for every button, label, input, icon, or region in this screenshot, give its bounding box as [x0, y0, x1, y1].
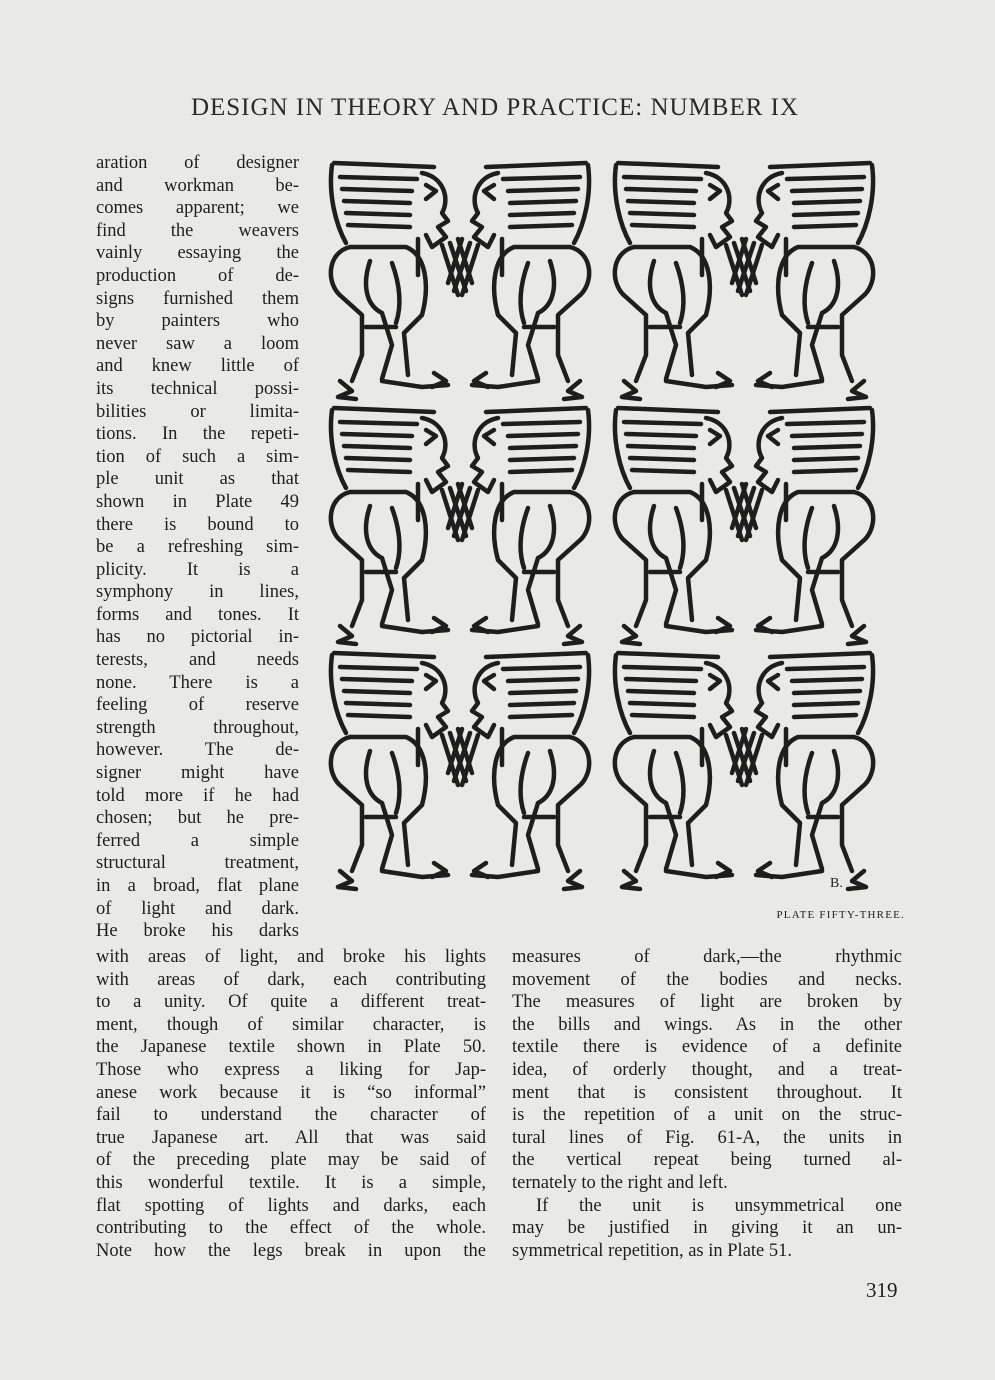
text-line: production of de- [96, 265, 299, 286]
text-line: fail to understand the character of [96, 1105, 486, 1126]
text-line: movement of the bodies and necks. [512, 969, 902, 990]
text-line: forms and tones. It [96, 604, 299, 625]
text-line: vainly essaying the [96, 243, 299, 264]
text-line: aration of designer [96, 153, 299, 173]
text-line: shown in Plate 49 [96, 491, 299, 512]
text-line: idea, of orderly thought, and a treat- [512, 1059, 902, 1080]
plate-fifty-three-illustration [318, 155, 888, 907]
text-line: Note how the legs break in upon the [96, 1240, 486, 1261]
text-line: the Japanese textile shown in Plate 50. [96, 1037, 486, 1058]
text-line: comes apparent; we [96, 198, 299, 219]
text-line: however. The de- [96, 740, 299, 761]
page-number: 319 [866, 1278, 898, 1302]
text-line: may be justified in giving it an un- [512, 1218, 902, 1239]
text-line: with areas of dark, each contributing [96, 969, 486, 990]
text-line: chosen; but he pre- [96, 808, 299, 829]
text-line: told more if he had [96, 785, 299, 806]
text-line: feeling of reserve [96, 695, 299, 716]
text-line: flat spotting of lights and darks, each [96, 1195, 486, 1216]
text-line: of the preceding plate may be said of [96, 1150, 486, 1171]
narrow-text-column [96, 152, 299, 943]
text-line: The measures of light are broken by [512, 992, 902, 1013]
text-line: none. There is a [96, 672, 299, 693]
text-line: there is bound to [96, 514, 299, 535]
text-line: terests, and needs [96, 650, 299, 671]
text-line: ment, though of similar character, is [96, 1014, 486, 1035]
text-line: never saw a loom [96, 333, 299, 354]
text-line: the vertical repeat being turned al- [512, 1150, 902, 1171]
text-line: measures of dark,—the rhythmic [512, 947, 902, 967]
text-line: plicity. It is a [96, 559, 299, 580]
text-line: ternately to the right and left. [512, 1172, 728, 1193]
text-line: structural treatment, [96, 853, 299, 874]
text-line: anese work because it is “so informal” [96, 1082, 486, 1103]
text-line: by painters who [96, 311, 299, 332]
text-line: tions. In the repeti- [96, 424, 299, 445]
text-line: strength throughout, [96, 717, 299, 738]
text-line: Those who express a liking for Jap- [96, 1059, 486, 1080]
text-line: ment that is consistent throughout. It [512, 1082, 902, 1103]
text-line: in a broad, flat plane [96, 876, 299, 896]
plate-caption: PLATE FIFTY-THREE. [776, 909, 905, 921]
right-text-column [512, 946, 902, 1262]
text-line: symmetrical repetition, as in Plate 51. [512, 1240, 793, 1261]
text-line: tural lines of Fig. 61-A, the units in [512, 1127, 902, 1148]
left-text-column [96, 946, 486, 1262]
text-line: tion of such a sim- [96, 446, 299, 467]
text-line: and knew little of [96, 356, 299, 377]
text-line: signs furnished them [96, 288, 299, 309]
text-line: to a unity. Of quite a different treat- [96, 992, 486, 1013]
text-line: He broke his darks [96, 921, 299, 942]
text-line: signer might have [96, 763, 299, 784]
text-line: of light and dark. [96, 898, 299, 919]
text-line: this wonderful textile. It is a simple, [96, 1172, 486, 1193]
text-line: symphony in lines, [96, 582, 299, 603]
text-line: its technical possi- [96, 378, 299, 399]
text-line: has no pictorial in- [96, 627, 299, 648]
text-line: bilities or limita- [96, 401, 299, 422]
text-line: If the unit is unsymmetrical one [536, 1195, 902, 1216]
text-line: ple unit as that [96, 469, 299, 490]
text-line: ferred a simple [96, 830, 299, 851]
text-line: find the weavers [96, 220, 299, 241]
artist-monogram: B. [830, 876, 843, 891]
text-line: the bills and wings. As in the other [512, 1014, 902, 1035]
text-line: and workman be- [96, 175, 299, 196]
text-line: with areas of light, and broke his lights [96, 947, 486, 967]
text-line: contributing to the effect of the whole. [96, 1218, 486, 1239]
running-header: DESIGN IN THEORY AND PRACTICE: NUMBER IX [190, 94, 800, 121]
text-line: true Japanese art. All that was said [96, 1127, 486, 1148]
text-line: textile there is evidence of a definite [512, 1037, 902, 1058]
bird-pattern-grid [331, 163, 873, 889]
text-line: is the repetition of a unit on the struc- [512, 1105, 902, 1126]
text-line: be a refreshing sim- [96, 537, 299, 558]
